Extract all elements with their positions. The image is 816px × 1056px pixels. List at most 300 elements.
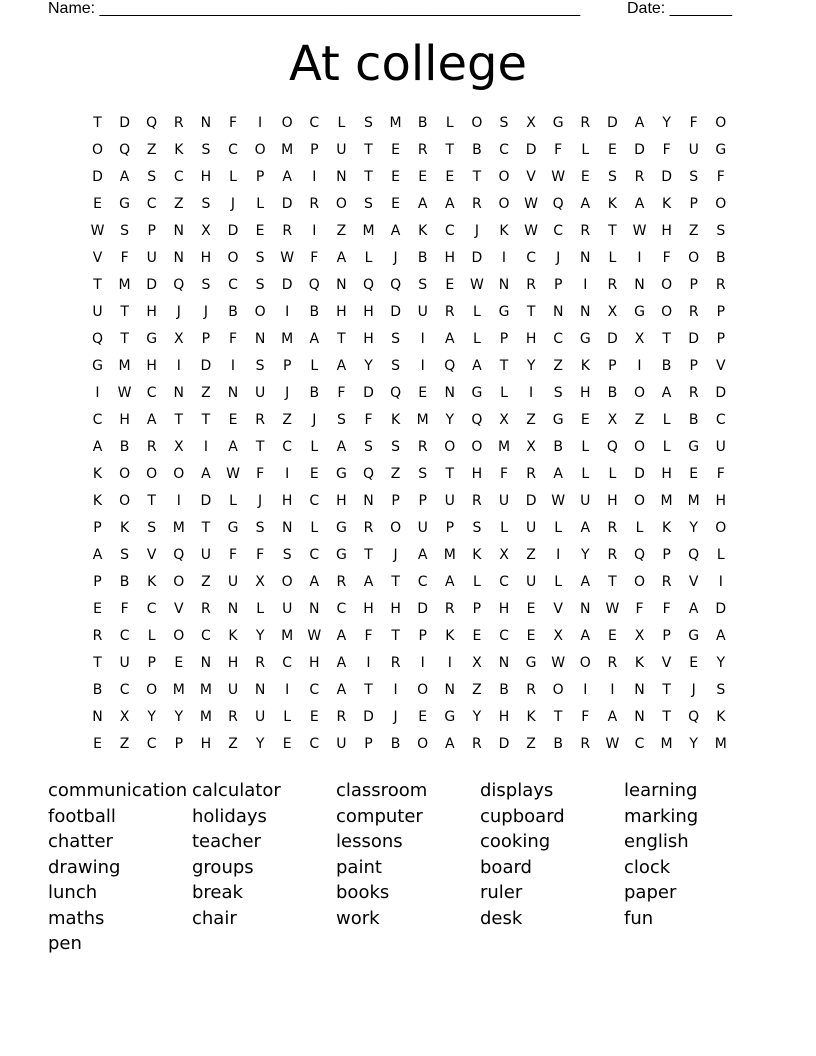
grid-letter: C [309,736,320,752]
grid-letter: O [633,439,646,455]
grid-letter: V [553,601,563,617]
grid-letter: A [146,412,157,428]
grid-letter: F [554,142,563,158]
grid-letter: O [552,682,564,698]
grid-letter: N [281,520,293,536]
grid-letter: K [174,142,184,158]
grid-letter: G [119,196,131,212]
grid-letter: G [335,547,347,563]
grid-letter: H [607,493,618,509]
grid-letter: U [254,385,266,401]
grid-letter: M [497,439,511,455]
grid-letter: D [715,601,727,617]
grid-letter: U [580,493,591,509]
grid-letter: A [716,628,726,644]
grid-letter: M [389,115,402,131]
grid-letter: D [525,493,537,509]
word-list-item: desk [480,907,523,929]
grid-letter: E [174,655,184,671]
word-list-item: lessons [336,831,403,852]
grid-letter: N [498,655,510,671]
grid-letter: L [662,439,671,455]
grid-letter: K [634,655,645,671]
grid-letter: Z [526,547,536,563]
grid-letter: L [310,520,319,536]
grid-letter: I [258,115,263,131]
grid-letter: G [335,520,347,536]
grid-letter: S [201,277,211,293]
grid-letter: N [580,250,591,266]
grid-letter: T [93,277,102,293]
grid-letter: O [173,466,185,482]
grid-letter: C [282,655,293,671]
grid-letter: D [525,142,537,158]
grid-letter: W [307,628,322,644]
grid-letter: C [715,412,726,428]
grid-letter: C [499,574,509,590]
grid-letter: G [688,439,700,455]
grid-letter: D [281,196,293,212]
grid-letter: N [552,304,564,320]
grid-letter: U [254,709,266,725]
grid-letter: P [364,736,373,752]
grid-letter: S [689,169,699,185]
grid-letter: I [95,385,100,401]
grid-letter: P [716,331,726,347]
grid-letter: J [393,709,398,725]
grid-letter: E [607,142,617,158]
grid-letter: N [254,331,266,347]
grid-letter: P [689,196,698,212]
grid-letter: R [607,520,618,536]
grid-letter: K [662,196,672,212]
grid-letter: D [417,601,429,617]
grid-letter: T [472,169,482,185]
grid-letter: F [256,547,265,563]
grid-letter: H [363,601,374,617]
grid-letter: C [119,628,130,644]
grid-letter: D [607,331,618,347]
grid-letter: I [447,655,452,671]
grid-letter: D [92,169,103,185]
grid-letter: T [364,547,373,563]
grid-letter: Z [174,196,184,212]
grid-letter: N [200,655,212,671]
grid-letter: R [255,412,265,428]
grid-letter: W [280,250,295,266]
grid-letter: I [230,358,236,374]
grid-letter: T [608,574,617,590]
grid-letter: P [282,358,292,374]
grid-letter: H [200,169,212,185]
grid-letter: C [146,196,157,212]
grid-letter: N [200,115,212,131]
grid-letter: A [580,574,591,590]
grid-letter: I [176,358,181,374]
grid-letter: M [118,358,131,374]
grid-letter: T [391,628,400,644]
grid-letter: U [688,142,699,158]
grid-letter: C [309,547,320,563]
grid-letter: S [147,520,157,536]
grid-letter: N [254,682,266,698]
grid-letter: Z [472,682,482,698]
grid-letter: P [689,277,698,293]
grid-letter: E [445,277,455,293]
grid-letter: N [634,277,645,293]
grid-letter: X [607,304,618,320]
grid-letter: C [553,223,564,239]
grid-letter: H [309,655,320,671]
grid-letter: F [662,142,671,158]
grid-letter: D [363,385,374,401]
grid-letter: F [120,250,129,266]
grid-letter: W [117,385,132,401]
grid-letter: X [472,655,482,671]
grid-letter: G [498,304,510,320]
grid-letter: B [119,439,130,455]
grid-letter: T [337,331,346,347]
grid-letter: L [256,601,264,617]
grid-letter: L [500,520,508,536]
grid-letter: N [498,277,510,293]
grid-letter: I [529,385,534,401]
grid-letter: F [635,601,644,617]
grid-letter: J [393,250,398,266]
grid-letter: Z [553,358,563,374]
grid-letter: Y [662,115,671,131]
word-list-item: ruler [480,882,523,903]
grid-letter: K [147,574,157,590]
grid-letter: P [93,520,102,536]
grid-letter: T [364,142,373,158]
grid-letter: T [391,574,400,590]
grid-letter: L [500,385,508,401]
grid-letter: H [146,358,157,374]
word-list-item: calculator [192,780,281,801]
grid-letter: N [336,169,347,185]
grid-letter: M [172,520,185,536]
grid-letter: L [256,196,264,212]
grid-letter: U [146,250,157,266]
grid-letter: G [552,115,564,131]
grid-letter: C [309,493,320,509]
grid-letter: N [309,601,320,617]
grid-letter: S [255,250,265,266]
grid-letter: O [715,196,727,212]
word-list-item: paper [624,882,677,903]
grid-letter: O [661,304,673,320]
grid-letter: X [634,628,645,644]
grid-letter: O [146,682,158,698]
grid-letter: S [282,547,292,563]
grid-letter: Q [606,439,618,455]
grid-letter: F [256,466,265,482]
word-list-item: computer [336,805,423,827]
grid-letter: H [363,331,374,347]
grid-letter: T [445,142,455,158]
grid-letter: Y [689,736,698,752]
grid-letter: Y [255,736,265,752]
grid-letter: R [661,574,672,590]
grid-letter: S [364,439,373,455]
grid-letter: Q [173,277,185,293]
grid-letter: R [607,547,618,563]
grid-letter: A [688,601,699,617]
grid-letter: N [227,601,239,617]
grid-letter: R [390,655,401,671]
grid-letter: I [501,250,507,266]
word-search-grid [84,110,736,760]
grid-letter: U [336,142,347,158]
grid-letter: K [472,547,482,563]
grid-letter: E [418,385,428,401]
grid-letter: T [174,412,184,428]
grid-letter: L [472,331,481,347]
grid-letter: L [581,439,590,455]
grid-letter: R [201,601,211,617]
grid-letter: B [715,250,726,266]
grid-letter: D [661,169,672,185]
grid-letter: A [336,682,347,698]
grid-letter: O [417,682,429,698]
grid-letter: T [364,682,373,698]
grid-letter: Q [444,358,456,374]
grid-letter: T [201,412,211,428]
grid-letter: D [471,250,483,266]
grid-letter: T [93,115,102,131]
grid-letter: A [92,547,103,563]
grid-letter: W [605,601,620,617]
grid-letter: L [229,493,237,509]
grid-letter: I [312,223,317,239]
grid-letter: F [337,385,346,401]
word-list-item: holidays [192,805,267,827]
grid-letter: F [581,709,590,725]
grid-letter: A [92,439,103,455]
grid-letter: C [119,682,130,698]
grid-letter: S [364,196,373,212]
grid-letter: R [526,277,536,293]
grid-letter: O [471,439,483,455]
grid-letter: C [146,601,157,617]
grid-letter: O [281,574,293,590]
grid-letter: O [227,250,239,266]
grid-letter: Q [362,277,375,293]
word-list-item: displays [480,780,554,801]
grid-letter: O [91,142,104,158]
grid-letter: H [200,736,212,752]
grid-letter: I [176,493,181,509]
grid-letter: F [689,115,698,131]
word-list-item: cupboard [480,805,565,827]
grid-letter: O [633,493,646,509]
grid-letter: A [607,709,618,725]
grid-letter: R [526,682,536,698]
grid-letter: B [390,736,401,752]
grid-letter: U [417,304,428,320]
grid-letter: P [689,358,698,374]
grid-letter: C [336,601,347,617]
grid-letter: E [228,412,238,428]
grid-letter: H [661,466,672,482]
grid-letter: I [556,547,561,563]
grid-letter: I [285,304,290,320]
grid-letter: Y [174,709,184,725]
grid-letter: M [687,493,700,509]
grid-letter: I [718,574,723,590]
grid-letter: J [312,412,317,428]
grid-letter: Z [119,736,130,752]
grid-letter: S [201,142,211,158]
grid-letter: E [607,628,617,644]
grid-letter: A [417,547,428,563]
grid-letter: R [309,196,320,212]
word-list-item: english [624,831,689,852]
grid-letter: H [444,250,456,266]
grid-letter: S [391,439,401,455]
grid-letter: C [309,115,320,131]
grid-letter: A [336,250,347,266]
grid-letter: U [200,547,212,563]
grid-letter: T [201,520,211,536]
grid-letter: U [498,493,510,509]
grid-letter: A [661,385,672,401]
grid-letter: R [417,439,428,455]
grid-letter: C [228,277,238,293]
grid-letter: C [499,142,509,158]
grid-letter: E [418,169,428,185]
grid-letter: W [90,223,105,239]
grid-letter: N [634,709,645,725]
grid-letter: A [445,331,455,347]
grid-letter: P [255,169,265,185]
grid-letter: R [472,736,482,752]
grid-letter: A [472,358,482,374]
grid-letter: H [336,304,347,320]
grid-letter: U [444,493,455,509]
grid-letter: T [120,304,129,320]
grid-letter: R [444,304,455,320]
grid-letter: I [583,277,588,293]
grid-letter: T [662,682,671,698]
grid-letter: L [283,709,292,725]
grid-letter: D [634,142,645,158]
grid-letter: G [92,358,103,374]
grid-letter: W [551,655,566,671]
grid-letter: L [635,520,644,536]
grid-letter: T [147,493,156,509]
grid-letter: P [418,493,427,509]
grid-letter: D [200,358,212,374]
grid-letter: U [417,520,428,536]
name-date-header [48,0,748,20]
grid-letter: T [662,709,671,725]
grid-letter: P [391,493,400,509]
grid-letter: N [580,601,591,617]
grid-letter: Q [471,412,483,428]
grid-letter: T [526,304,536,320]
grid-letter: R [336,574,347,590]
grid-letter: O [444,439,456,455]
grid-letter: E [580,169,590,185]
grid-letter: H [498,709,510,725]
grid-letter: K [662,520,672,536]
grid-letter: P [472,601,482,617]
grid-letter: L [445,115,454,131]
grid-letter: V [716,358,726,374]
grid-letter: E [255,223,265,239]
grid-letter: C [146,385,157,401]
grid-letter: E [526,628,536,644]
grid-letter: Z [228,736,238,752]
grid-letter: K [92,493,103,509]
grid-letter: D [715,385,727,401]
grid-letter: O [146,466,158,482]
grid-letter: R [472,493,482,509]
grid-letter: Q [633,547,646,563]
grid-letter: O [173,628,185,644]
grid-letter: L [581,142,590,158]
grid-letter: C [228,142,238,158]
grid-letter: P [174,736,184,752]
grid-letter: E [93,736,102,752]
grid-letter: A [336,439,347,455]
grid-letter: M [362,223,375,239]
grid-letter: C [146,736,157,752]
grid-letter: V [526,169,536,185]
grid-letter: N [363,493,374,509]
grid-letter: R [607,277,618,293]
grid-letter: W [469,277,484,293]
grid-letter: H [336,493,347,509]
grid-letter: R [92,628,103,644]
grid-letter: A [336,628,347,644]
grid-letter: L [662,412,671,428]
grid-letter: Q [390,385,402,401]
grid-letter: I [420,331,425,347]
grid-letter: I [637,250,642,266]
grid-letter: J [393,547,398,563]
grid-letter: H [390,601,401,617]
grid-letter: R [228,709,238,725]
grid-letter: P [310,142,319,158]
grid-letter: U [336,736,347,752]
grid-letter: Q [173,547,185,563]
grid-letter: H [525,331,537,347]
grid-letter: T [553,709,563,725]
grid-letter: F [499,466,509,482]
grid-letter: L [472,574,481,590]
grid-letter: S [255,520,265,536]
grid-letter: H [281,493,293,509]
grid-letter: L [608,250,617,266]
grid-letter: C [526,250,536,266]
grid-letter: C [417,574,428,590]
grid-letter: C [444,223,455,239]
grid-letter: B [553,736,563,752]
grid-letter: B [228,304,238,320]
grid-letter: Q [146,115,158,131]
grid-letter: K [499,223,509,239]
grid-letter: A [445,574,455,590]
grid-letter: G [715,142,727,158]
grid-letter: A [336,358,347,374]
grid-letter: I [203,439,208,455]
grid-letter: O [119,466,131,482]
grid-letter: N [634,682,645,698]
grid-letter: Z [336,223,347,239]
